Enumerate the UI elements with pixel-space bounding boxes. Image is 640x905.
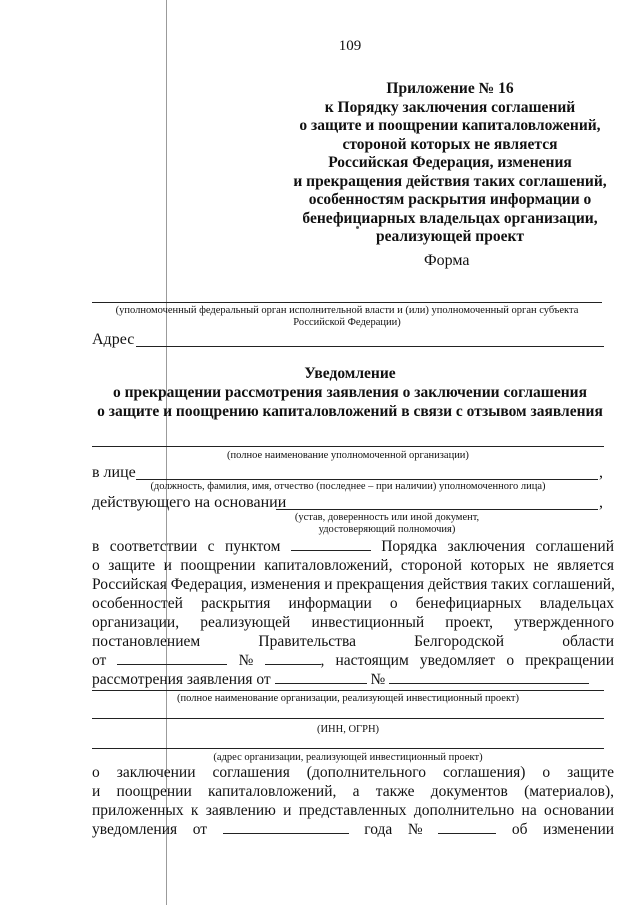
resolution-date-field[interactable] bbox=[117, 652, 227, 665]
body2-line-2 bbox=[92, 783, 614, 801]
notification-date-field[interactable] bbox=[223, 821, 349, 834]
word: постановлением bbox=[92, 633, 201, 650]
word: заявлению bbox=[205, 802, 276, 819]
word: утвержденного bbox=[514, 614, 615, 631]
body1-line-6 bbox=[92, 633, 614, 651]
word: соглашений, bbox=[532, 576, 615, 593]
word: соответствии bbox=[109, 538, 198, 555]
word: заключения bbox=[447, 538, 526, 555]
word: проект, bbox=[445, 614, 493, 631]
form-label: Форма bbox=[424, 252, 470, 269]
word: соглашения bbox=[212, 764, 290, 781]
body1-line-3 bbox=[92, 576, 614, 594]
notice-title-line: о прекращении рассмотрения заявления о заключении соглашения bbox=[113, 384, 587, 401]
word: представленных bbox=[298, 802, 407, 819]
word: и bbox=[283, 802, 292, 819]
word: дополнительно bbox=[413, 802, 515, 819]
word: также bbox=[375, 783, 415, 800]
word: в bbox=[92, 538, 100, 555]
authority-caption: Российской Федерации) bbox=[293, 317, 401, 328]
word: бенефициарных bbox=[415, 595, 522, 612]
header-line: реализующей проект bbox=[375, 228, 524, 245]
acting-basis-field-line[interactable] bbox=[276, 509, 598, 510]
word: которых bbox=[470, 557, 525, 574]
acting-basis-comma: , bbox=[599, 494, 603, 511]
header-line: особенностям раскрытия информации о bbox=[308, 191, 592, 208]
notice-title-line: о защите и поощрению капиталовложений в связи с отзывом заявления bbox=[97, 403, 603, 420]
word: капиталовложений, bbox=[264, 557, 393, 574]
word: поощрении bbox=[180, 557, 256, 574]
word: о bbox=[389, 595, 398, 612]
appendix-header bbox=[240, 80, 640, 247]
word: владельцах bbox=[539, 595, 614, 612]
word: защите bbox=[108, 557, 156, 574]
word: и bbox=[92, 783, 101, 800]
word: Белгородской bbox=[414, 633, 504, 650]
in-person-field-line[interactable] bbox=[136, 479, 598, 480]
basis-caption: (устав, доверенность или иной документ, bbox=[294, 512, 480, 523]
word: и bbox=[324, 576, 333, 593]
scan-speck bbox=[356, 226, 359, 229]
word: изменения bbox=[250, 576, 321, 593]
word: к bbox=[190, 802, 199, 819]
word: пунктом bbox=[224, 538, 281, 555]
word: капиталовложений, bbox=[208, 783, 337, 800]
authority-field-line[interactable] bbox=[92, 302, 602, 303]
word: об bbox=[511, 821, 528, 838]
body1-line-5 bbox=[92, 614, 614, 632]
word: соглашений bbox=[535, 538, 614, 555]
word: о bbox=[92, 557, 100, 574]
word: прекращении bbox=[525, 652, 614, 669]
word: № bbox=[238, 652, 254, 669]
org-address-caption: (адрес организации, реализующей инвестиционный проект) bbox=[213, 752, 483, 763]
word: уведомляет bbox=[419, 652, 496, 669]
word: основании bbox=[544, 802, 614, 819]
header-line: бенефициарных владельцах организации, bbox=[302, 209, 598, 227]
body1-line-8 bbox=[92, 671, 589, 689]
org-address-field-line[interactable] bbox=[92, 748, 604, 749]
notice-title-line: Уведомление bbox=[304, 365, 396, 382]
clause-number-field[interactable] bbox=[291, 538, 371, 551]
word: информации bbox=[288, 595, 372, 612]
word: , bbox=[320, 652, 325, 669]
in-person-label: в лице bbox=[92, 464, 136, 481]
word: инвестиционный bbox=[311, 614, 425, 631]
word: поощрении bbox=[116, 783, 192, 800]
word: особенностей bbox=[92, 595, 183, 612]
word: (дополнительного bbox=[306, 764, 426, 781]
address-label: Адрес bbox=[92, 331, 135, 348]
word: Федерация, bbox=[170, 576, 247, 593]
header-line: и прекращения действия таких соглашений, bbox=[293, 172, 607, 190]
word: Порядка bbox=[381, 538, 438, 555]
basis-caption: удостоверяющий полномочия) bbox=[318, 524, 456, 535]
page-number: 109 bbox=[338, 38, 362, 54]
org-implementing-caption: (полное наименование организации, реализующей инвестиционный проект) bbox=[176, 693, 519, 704]
word: документов bbox=[430, 783, 508, 800]
word: приложенных bbox=[92, 802, 184, 819]
word: является bbox=[557, 557, 615, 574]
word: области bbox=[562, 633, 615, 650]
word: действия bbox=[427, 576, 488, 593]
inn-ogrn-caption: (ИНН, ОГРН) bbox=[316, 724, 380, 735]
word: настоящим bbox=[335, 652, 409, 669]
word: о bbox=[506, 652, 515, 669]
word: реализующей bbox=[200, 614, 291, 631]
word: № bbox=[407, 821, 423, 838]
word: защите bbox=[567, 764, 614, 781]
body1-line-1 bbox=[92, 538, 614, 556]
word: уведомления bbox=[92, 821, 178, 838]
resolution-number-group bbox=[265, 652, 325, 670]
body2-line-1 bbox=[92, 764, 614, 782]
header-line: к Порядку заключения соглашений bbox=[324, 98, 576, 116]
body1-line-4 bbox=[92, 595, 614, 613]
body1-line-2 bbox=[92, 557, 614, 575]
word: с bbox=[207, 538, 215, 555]
notification-number-field[interactable] bbox=[438, 821, 496, 834]
word: (материалов), bbox=[524, 783, 615, 800]
word: Правительства bbox=[258, 633, 356, 650]
organization-caption: (полное наименование уполномоченной организации) bbox=[227, 450, 469, 461]
organization-field-line[interactable] bbox=[92, 446, 604, 447]
header-line: Российская Федерация, изменения bbox=[328, 154, 572, 171]
word: соглашения) bbox=[442, 764, 526, 781]
body2-line-4 bbox=[92, 821, 614, 839]
header-line: стороной которых не является bbox=[342, 135, 558, 153]
body2-line-3 bbox=[92, 802, 614, 820]
word: о bbox=[92, 764, 100, 781]
word: от bbox=[92, 652, 107, 669]
word: № bbox=[370, 671, 386, 688]
word: раскрытия bbox=[200, 595, 271, 612]
word: стороной bbox=[400, 557, 462, 574]
org-implementing-field-line[interactable] bbox=[92, 690, 604, 691]
in-person-comma: , bbox=[599, 464, 603, 481]
word: о bbox=[542, 764, 551, 781]
word: организации, bbox=[92, 614, 180, 631]
word: а bbox=[352, 783, 360, 800]
word: от bbox=[192, 821, 208, 838]
word: года bbox=[364, 821, 393, 838]
notice-title bbox=[90, 364, 610, 421]
header-line: Приложение № 16 bbox=[386, 80, 514, 97]
position-caption: (должность, фамилия, имя, отчество (последнее – при наличии) уполномоченного лица) bbox=[150, 481, 546, 492]
acting-basis-label: действующего на основании bbox=[92, 494, 287, 511]
address-field-line[interactable] bbox=[136, 346, 604, 347]
application-number-field[interactable] bbox=[389, 671, 589, 684]
body1-line-7 bbox=[92, 652, 614, 670]
word: таких bbox=[491, 576, 529, 593]
word: на bbox=[521, 802, 537, 819]
application-date-field[interactable] bbox=[275, 671, 367, 684]
resolution-number-field[interactable] bbox=[265, 652, 321, 665]
word: и bbox=[163, 557, 172, 574]
authority-caption: (уполномоченный федеральный орган исполнительной власти и (или) уполномоченный орган субъекта bbox=[115, 305, 579, 316]
word: прекращения bbox=[336, 576, 425, 593]
word: рассмотрения заявления от bbox=[92, 671, 271, 688]
word: не bbox=[533, 557, 549, 574]
inn-ogrn-field-line[interactable] bbox=[92, 718, 604, 719]
header-line: о защите и поощрении капиталовложений, bbox=[299, 117, 601, 134]
word: заключении bbox=[116, 764, 196, 781]
word: изменении bbox=[543, 821, 615, 838]
word: Российская bbox=[92, 576, 167, 593]
